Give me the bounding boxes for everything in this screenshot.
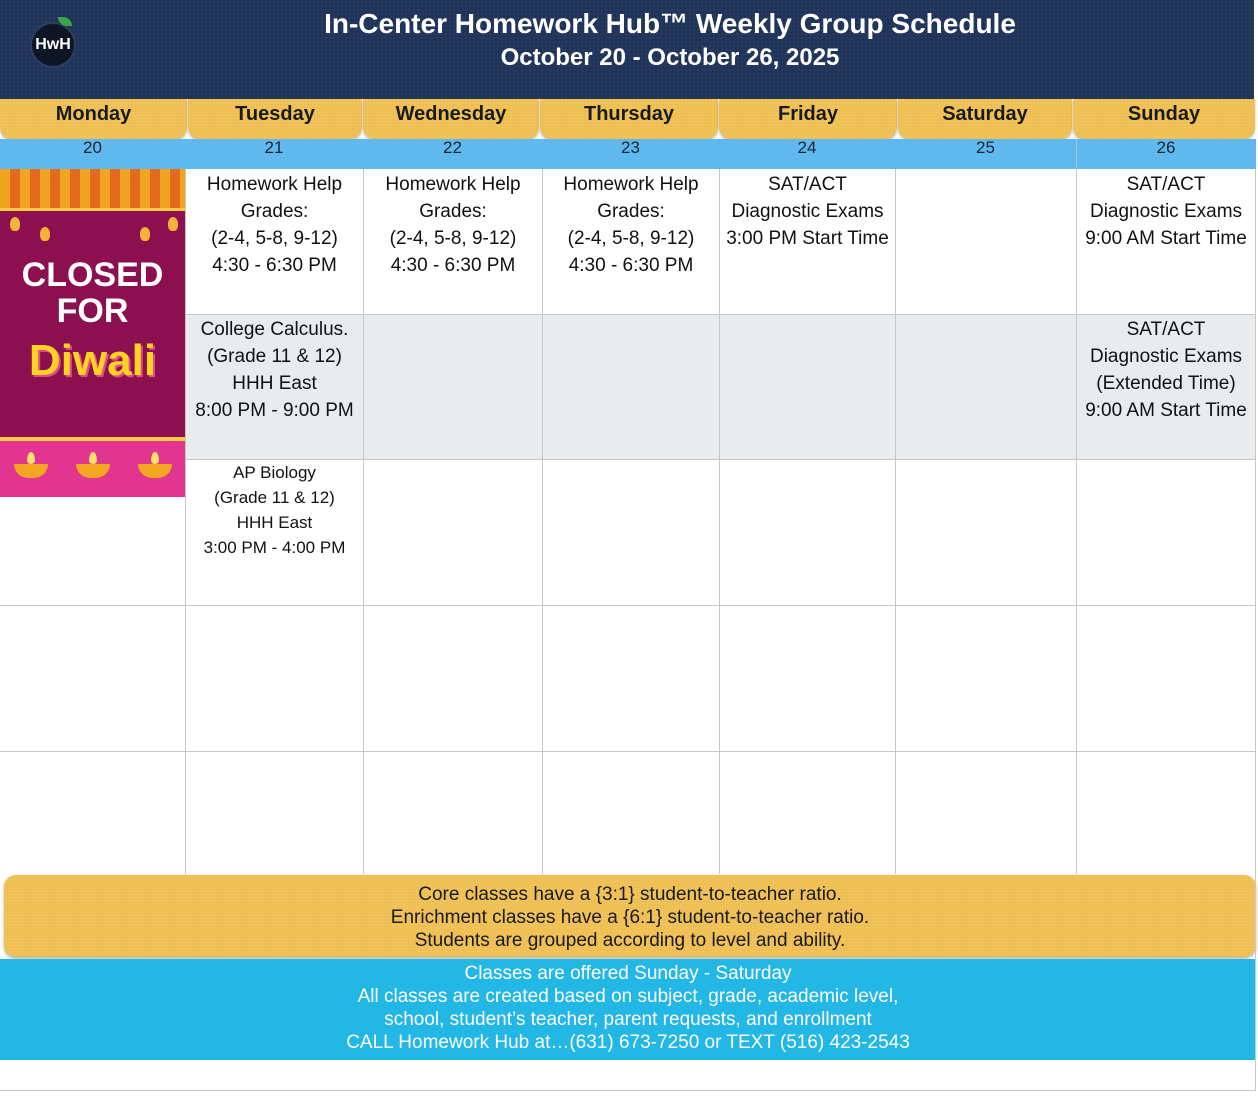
page-title: In-Center Homework Hub™ Weekly Group Schedule	[324, 8, 1016, 39]
note-line: school, student’s teacher, parent requests, and enrollment	[384, 1009, 872, 1030]
date-sunday: 26	[1156, 138, 1176, 157]
day-tab-wednesday: Wednesday	[363, 99, 539, 139]
date-monday: 20	[83, 138, 102, 157]
holiday-name: Diwali	[28, 336, 157, 385]
row-divider	[185, 751, 1256, 752]
day-headers	[0, 99, 1258, 139]
hanging-lamp-icon	[140, 227, 150, 241]
flame-icon	[151, 452, 159, 464]
contact-notes	[0, 959, 1256, 1060]
homework-hub-logo: HwH	[30, 22, 76, 68]
row-divider	[0, 751, 185, 752]
date-friday: 24	[797, 138, 817, 157]
schedule-header	[0, 0, 1254, 99]
hanging-lamp-icon	[40, 227, 50, 241]
day-tab-saturday: Saturday	[898, 99, 1072, 139]
grid-border	[1255, 169, 1256, 1091]
diwali-closed-banner	[0, 169, 185, 497]
class-sat-act-sunday: SAT/ACT Diagnostic Exams 9:00 AM Start Time	[1085, 174, 1247, 249]
flame-icon	[27, 452, 35, 464]
schedule-grid	[0, 169, 1256, 874]
row-divider	[185, 314, 1256, 315]
hanging-lamp-icon	[10, 217, 20, 231]
day-tab-thursday: Thursday	[540, 99, 718, 139]
row-divider	[0, 605, 185, 606]
column-divider	[719, 169, 720, 874]
day-tab-friday: Friday	[719, 99, 897, 139]
ratio-notes	[4, 875, 1256, 957]
class-ap-biology: AP Biology (Grade 11 & 12) HHH East 3:00 PM - 4:00 PM	[203, 463, 346, 557]
day-tab-sunday: Sunday	[1073, 99, 1255, 139]
class-homework-help-tuesday: Homework Help Grades: (2-4, 5-8, 9-12) 4:30 - 6:30 PM	[206, 174, 343, 276]
column-divider	[895, 169, 896, 874]
date-thursday: 23	[621, 138, 640, 157]
class-homework-help-wednesday: Homework Help Grades: (2-4, 5-8, 9-12) 4:30 - 6:30 PM	[385, 174, 521, 276]
contact-phone-line: CALL Homework Hub at…(631) 673-7250 or TEXT (516) 423-2543	[346, 1032, 910, 1053]
date-saturday: 25	[976, 138, 995, 157]
note-line: Students are grouped according to level and ability.	[414, 930, 846, 951]
hanging-lamp-icon	[168, 217, 178, 231]
class-college-calculus: College Calculus. (Grade 11 & 12) HHH East 8:00 PM - 9:00 PM	[195, 319, 354, 421]
day-tab-tuesday: Tuesday	[188, 99, 362, 139]
date-range: October 20 - October 26, 2025	[500, 44, 840, 71]
note-line: All classes are created based on subject, grade, academic level,	[357, 986, 899, 1007]
class-sat-act-friday: SAT/ACT Diagnostic Exams 3:00 PM Start Time	[726, 174, 889, 249]
flame-icon	[89, 452, 97, 464]
closed-label: CLOSED FOR	[21, 256, 164, 330]
note-line: Core classes have a {3:1} student-to-teacher ratio.	[418, 884, 842, 905]
note-line: Classes are offered Sunday - Saturday	[464, 963, 792, 984]
date-tuesday: 21	[264, 138, 284, 157]
note-line: Enrichment classes have a {6:1} student-to-teacher ratio.	[390, 907, 870, 928]
class-homework-help-thursday: Homework Help Grades: (2-4, 5-8, 9-12) 4:30 - 6:30 PM	[563, 174, 699, 276]
column-divider	[1076, 169, 1077, 874]
date-row	[0, 139, 1256, 169]
grid-border	[0, 1090, 1256, 1091]
row-divider	[185, 605, 1256, 606]
date-wednesday: 22	[443, 138, 462, 157]
class-sat-act-extended-sunday: SAT/ACT Diagnostic Exams (Extended Time) 9:00 AM Start Time	[1085, 319, 1247, 421]
day-tab-monday: Monday	[0, 99, 187, 139]
date-divider	[1076, 139, 1077, 169]
decorative-border	[0, 169, 185, 211]
